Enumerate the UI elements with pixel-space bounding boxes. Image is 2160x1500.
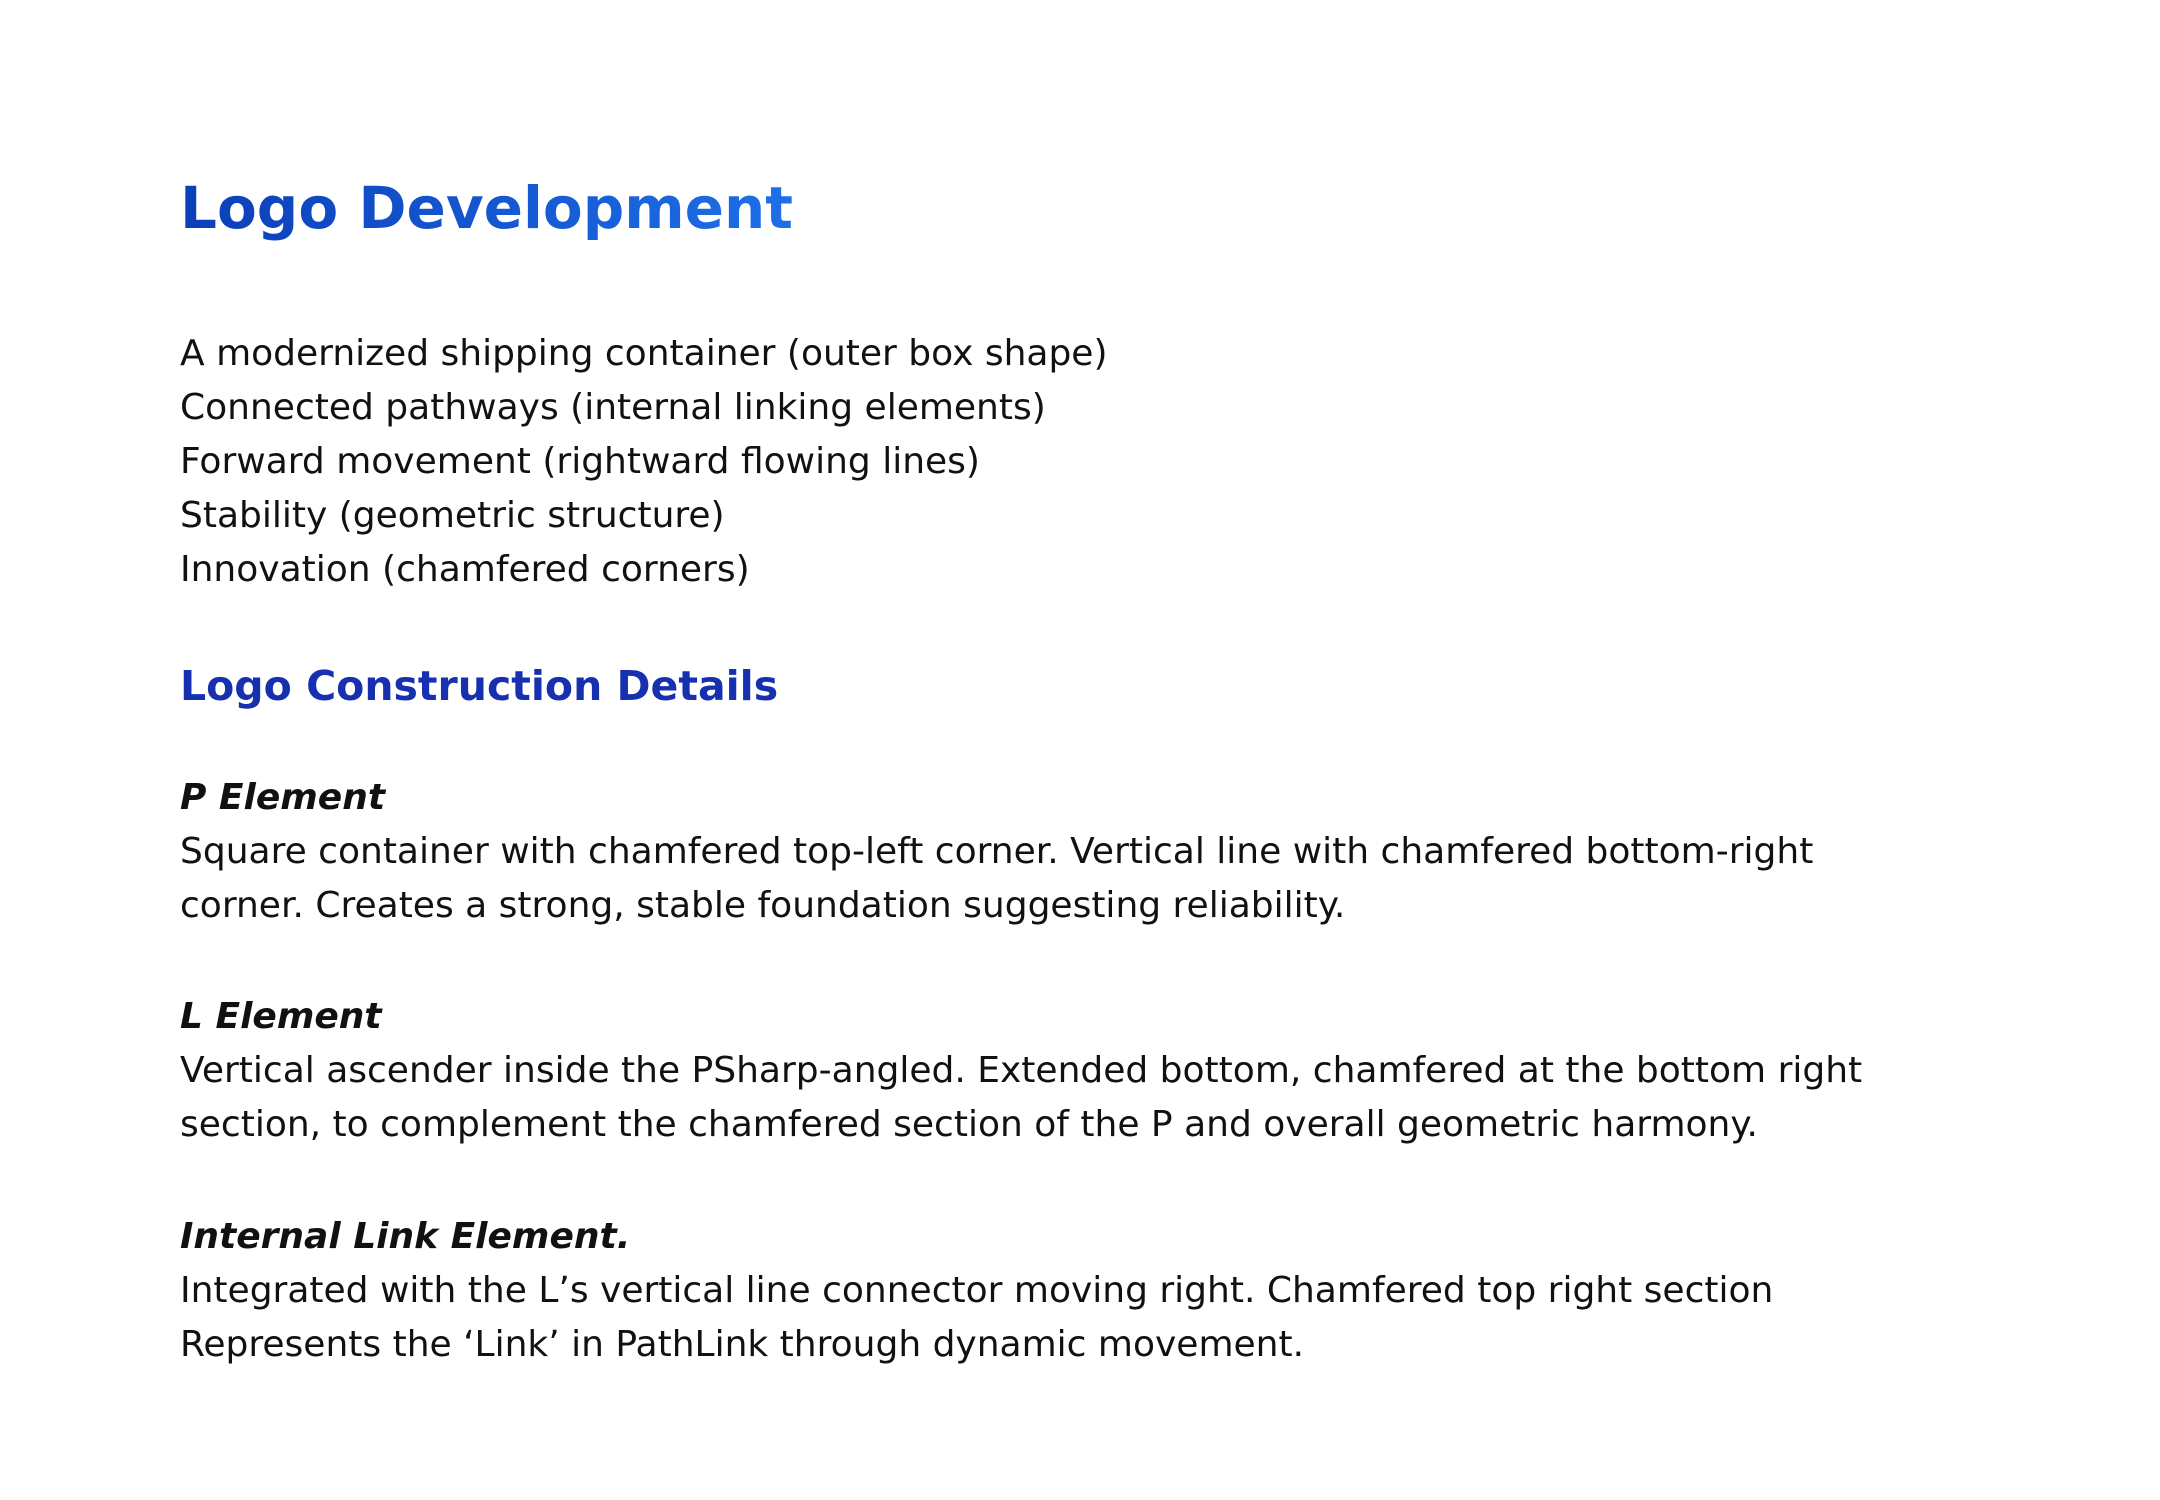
- concept-item: Connected pathways (internal linking elements): [180, 387, 1046, 428]
- element-heading: P Element: [180, 777, 386, 818]
- l-element-section: [180, 990, 2040, 1152]
- concept-item: Stability (geometric structure): [180, 495, 725, 536]
- concept-item: A modernized shipping container (outer box shape): [180, 333, 1108, 374]
- element-heading: Internal Link Element.: [180, 1216, 631, 1257]
- page-title: Logo Development: [180, 168, 793, 248]
- element-description-line: Square container with chamfered top-left corner. Vertical line with chamfered bottom-right: [180, 831, 1814, 872]
- internal-link-element-section: [180, 1210, 2040, 1372]
- element-description-line: corner. Creates a strong, stable foundation suggesting reliability.: [180, 885, 1346, 926]
- concept-item: Innovation (chamfered corners): [180, 549, 750, 590]
- element-description-line: Vertical ascender inside the PSharp-angled. Extended bottom, chamfered at the bottom right: [180, 1050, 1863, 1091]
- element-description-line: Represents the ‘Link’ in PathLink through dynamic movement.: [180, 1324, 1305, 1365]
- element-heading: L Element: [180, 996, 382, 1037]
- concept-item: Forward movement (rightward flowing lines): [180, 441, 980, 482]
- element-description-line: Integrated with the L’s vertical line connector moving right. Chamfered top right section: [180, 1270, 1774, 1311]
- element-description-line: section, to complement the chamfered section of the P and overall geometric harmony.: [180, 1104, 1758, 1145]
- concept-list: [180, 327, 1108, 597]
- p-element-section: [180, 771, 2040, 933]
- section-title: Logo Construction Details: [180, 662, 779, 710]
